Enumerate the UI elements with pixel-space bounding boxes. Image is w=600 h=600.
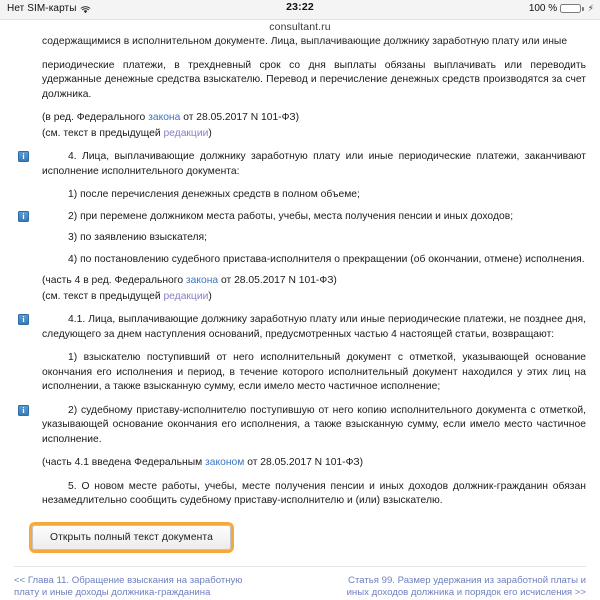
page-url-label: consultant.ru [0,20,600,35]
list-item-4-3 [14,231,586,246]
battery-percent-label: 100 % [528,3,558,14]
footer-navigation [0,567,600,600]
lightning-bolt-icon: ⚡ [587,3,594,13]
list-item-4-2 [14,210,586,225]
note-edition-2-prefix: (часть 4 в ред. Федерального [42,275,186,286]
battery-icon [560,4,584,14]
info-marker-icon[interactable]: i [18,405,29,416]
ios-status-bar [0,0,600,20]
previous-chapter-link[interactable]: << Глава 11. Обращение взыскания на заработную плату и иные доходы должника-гражданина [14,574,243,598]
paragraph-intro [14,59,586,103]
status-bar-right [529,3,594,14]
list-item-4-2-text: 2) при перемене должником места работы, учебы, места получения пенсии и иных доходов; [68,210,514,222]
battery-body [560,4,581,14]
note-edition-1 [14,111,586,126]
next-article-link[interactable]: Статья 99. Размер удержания из заработной платы и иных доходов должника и порядок его исчисления >> [346,574,586,598]
note-previous-1-prefix: (см. текст в предыдущей [42,127,164,139]
document-body [0,35,600,550]
list-item-4-1 [14,188,586,203]
note-previous-2-suffix: ) [208,290,212,302]
paragraph-4-1 [14,313,586,342]
battery-cap [582,7,584,11]
paragraph-4-text: 4. Лица, выплачивающие должнику заработную плату или иные периодические платежи, заканчивают исполнение исполнительного документа: [42,151,586,177]
law-link-2[interactable]: закона [185,275,219,286]
note-edition-3-suffix: от 28.05.2017 N 101-ФЗ) [244,457,364,468]
note-previous-2-prefix: (см. текст в предыдущей [42,290,164,302]
paragraph-5-text: 5. О новом месте работы, учебы, месте получения пенсии и иных доходов должник-гражданин обязан незамедлительно сообщить судебному приставу-исполнителю и (или) взыскателю. [42,480,586,506]
note-edition-1-prefix: (в ред. Федерального [42,112,149,123]
note-edition-3 [14,456,586,471]
list-item-4-4-text: 4) по постановлению судебного пристава-исполнителя о прекращении (об окончании, отмене) исполнения. [68,253,585,265]
previous-version-link-2[interactable]: редакции [163,290,209,302]
carrier-label: Нет SIM-карты [7,3,77,14]
list-item-41-2 [14,404,586,448]
paragraph-cut-top-text: содержащимися в исполнительном документе. Лица, выплачивающие должнику заработную плату или иные [42,36,568,47]
open-full-text-button[interactable]: Открыть полный текст документа [32,525,231,550]
full-text-button-container [32,525,586,550]
previous-version-link-1[interactable]: редакции [163,127,209,139]
note-edition-2-suffix: от 28.05.2017 N 101-ФЗ) [218,275,337,286]
paragraph-5 [14,480,586,509]
note-previous-version-2 [14,290,586,305]
status-bar-clock: 23:22 [286,1,314,13]
law-link-3[interactable]: законом [205,457,245,468]
paragraph-4 [14,150,586,179]
paragraph-4-1-text: 4.1. Лица, выплачивающие должнику заработную плату или иные периодические платежи, не позднее дня, следующего за днем наступления оснований, предусмотренных частью 4 настоящей статьи, возвращают: [42,314,586,340]
list-item-41-1 [14,351,586,395]
paragraph-cut-top [14,35,586,50]
list-item-4-3-text: 3) по заявлению взыскателя; [68,232,208,243]
list-item-41-1-text: 1) взыскателю поступивший от него исполнительный документ с отметкой, указывающей основание окончания его исполнения и период, в течение которого исполнительный документ находился у этих лиц на исполнении, а также взысканную сумму, если имело место частичное исполнение; [42,352,586,392]
info-marker-icon[interactable]: i [18,314,29,325]
note-previous-version-1 [14,127,586,142]
info-marker-icon[interactable]: i [18,211,29,222]
note-edition-3-prefix: (часть 4.1 введена Федеральным [42,457,206,468]
list-item-4-1-text: 1) после перечисления денежных средств в полном объеме; [68,189,360,200]
note-edition-2 [14,274,586,289]
paragraph-intro-text: периодические платежи, в трехдневный срок со дня выплаты обязаны выплачивать или переводить удержанные денежные средства взыскателю. Перевод и перечисление денежных средств производятся за счет должника. [42,59,586,100]
note-previous-1-suffix: ) [208,127,212,139]
law-link-1[interactable]: закона [148,112,181,123]
list-item-4-4 [14,253,586,268]
list-item-41-2-text: 2) судебному приставу-исполнителю поступившую от него копию исполнительного документа с отметкой, указывающей основание окончания его исполнения, а также взысканную сумму, если имело место частичное исполнение. [42,404,586,445]
note-edition-1-suffix: от 28.05.2017 N 101-ФЗ) [180,112,300,123]
info-marker-icon[interactable]: i [18,151,29,162]
